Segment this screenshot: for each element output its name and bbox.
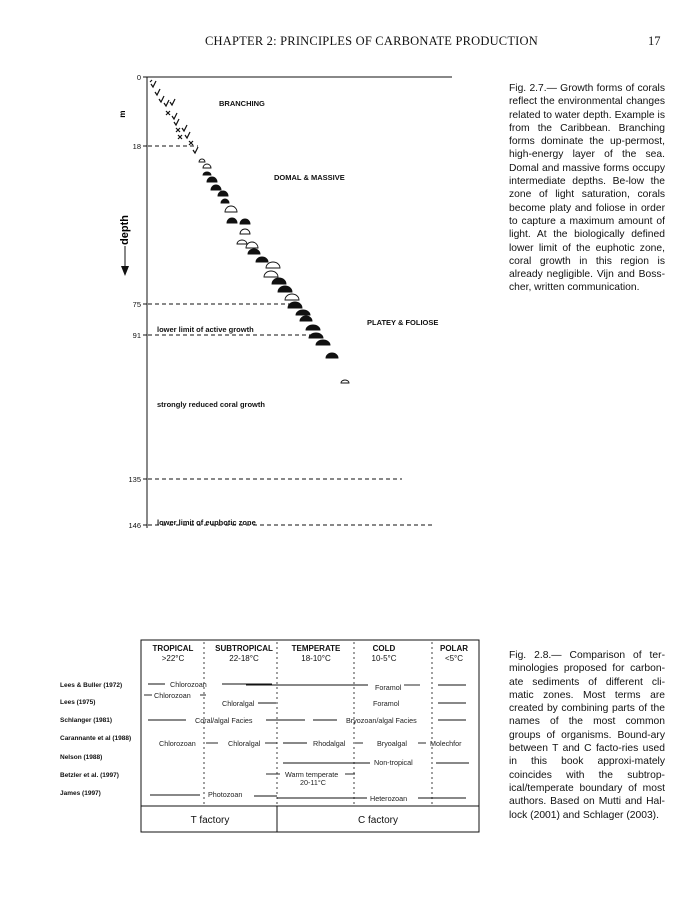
zone-tropical: TROPICAL — [152, 644, 194, 653]
zone-domal: DOMAL & MASSIVE — [274, 173, 345, 182]
c-factory-label: C factory — [357, 815, 399, 826]
author-lees-buller: Lees & Buller (1972) — [60, 682, 123, 689]
depth-axis-label: depth — [119, 215, 131, 245]
zone-cold-temp: 10-5°C — [371, 654, 397, 663]
chapter-title: CHAPTER 2: PRINCIPLES OF CARBONATE PRODUCTION — [205, 34, 538, 48]
author-betzler: Betzler et al. (1997) — [60, 772, 119, 779]
zone-branching: BRANCHING — [219, 99, 265, 108]
author-nelson: Nelson (1988) — [60, 754, 103, 761]
term-foramol-1975: Foramol — [373, 699, 400, 708]
term-non-tropical: Non-tropical — [374, 758, 413, 767]
depth-label-146: 146 — [128, 521, 141, 530]
zone-temperate-temp: 18-10°C — [301, 654, 331, 663]
domal-coral-symbols — [199, 159, 349, 383]
zone-subtropical: SUBTROPICAL — [215, 644, 273, 653]
annotation-reduced-growth: strongly reduced coral growth — [157, 400, 265, 409]
zone-cold: COLD — [372, 644, 396, 653]
figure-2-7-caption: Fig. 2.7.— Growth forms of corals reflect the environmental changes related to water depth. Example is from the Caribbean. Branching forms dominate the up-permost, high-energy layer of the sea. Domal and massive forms occupy intermediate depths. Be-low the zone of light saturation, corals become platy and foliose in order to capture a maximum amount of light. At the biologically defined lower limit of the euphotic zone, coral growth in this region is already negligible. Vijn and Boss-cher, written communication. — [509, 83, 665, 294]
zone-polar-temp: <5°C — [444, 654, 464, 663]
term-chlorozoan-1972: Chlorozoan — [170, 680, 207, 689]
term-chlorozoan-1988: Chlorozoan — [159, 739, 196, 748]
term-bryoalgal: Bryoalgal — [377, 739, 407, 748]
zone-subtropical-temp: 22-18°C — [229, 654, 259, 663]
branching-coral-symbols — [150, 80, 198, 153]
page-number: 17 — [648, 34, 661, 48]
t-factory-label: T factory — [190, 815, 230, 826]
term-warm-temperate: Warm temperate — [285, 770, 339, 779]
author-schlanger: Schlanger (1981) — [60, 717, 113, 724]
term-heterozoan: Heterozoan — [370, 794, 408, 803]
zone-temperate: TEMPERATE — [291, 644, 341, 653]
annotation-euphotic: lower limit of euphotic zone — [157, 518, 256, 527]
term-photozoan: Photozoan — [208, 790, 243, 799]
term-foramol-1972: Foramol — [375, 683, 402, 692]
term-molechfor: Molechfor — [430, 739, 462, 748]
depth-label-135: 135 — [128, 475, 141, 484]
term-chloralgal-1975: Chloralgal — [222, 699, 255, 708]
author-james: James (1997) — [60, 790, 101, 797]
depth-label-91: 91 — [132, 331, 141, 340]
author-lees: Lees (1975) — [60, 699, 96, 706]
depth-label-0: 0 — [136, 73, 141, 82]
depth-arrow — [121, 246, 129, 276]
annotation-active-growth: lower limit of active growth — [157, 325, 254, 334]
depth-label-75: 75 — [132, 300, 141, 309]
terminology-table — [141, 640, 479, 832]
zone-tropical-temp: >22°C — [161, 654, 185, 663]
term-warm-temperate-range: 20-11°C — [300, 778, 326, 787]
zone-platey: PLATEY & FOLIOSE — [367, 318, 439, 327]
term-rhodalgal: Rhodalgal — [313, 739, 346, 748]
term-coral-algal: Coral/algal Facies — [195, 716, 253, 725]
unit-label: m — [118, 110, 127, 118]
author-carannante: Carannante et al (1988) — [60, 735, 132, 742]
zone-polar: POLAR — [440, 644, 468, 653]
depth-label-18: 18 — [132, 142, 141, 151]
figure-2-8-caption: Fig. 2.8.— Comparison of ter-minologies proposed for carbon-ate sediments of different cli-matic zones. Most terms are created by combining parts of the names of the most common groups of organisms. Bound-ary between T and C facto-ries used in this book approxi-mately coincides with the subtrop-ical/temperate boundary of most authors. Based on Mutti and Hal-lock (2001) and Schlager (2003). — [509, 650, 665, 821]
term-chlorozoan-1975: Chlorozoan — [154, 691, 191, 700]
term-bryozoan-algal: Bryozoan/algal Facies — [346, 716, 417, 725]
term-chloralgal-1988: Chloralgal — [228, 739, 261, 748]
